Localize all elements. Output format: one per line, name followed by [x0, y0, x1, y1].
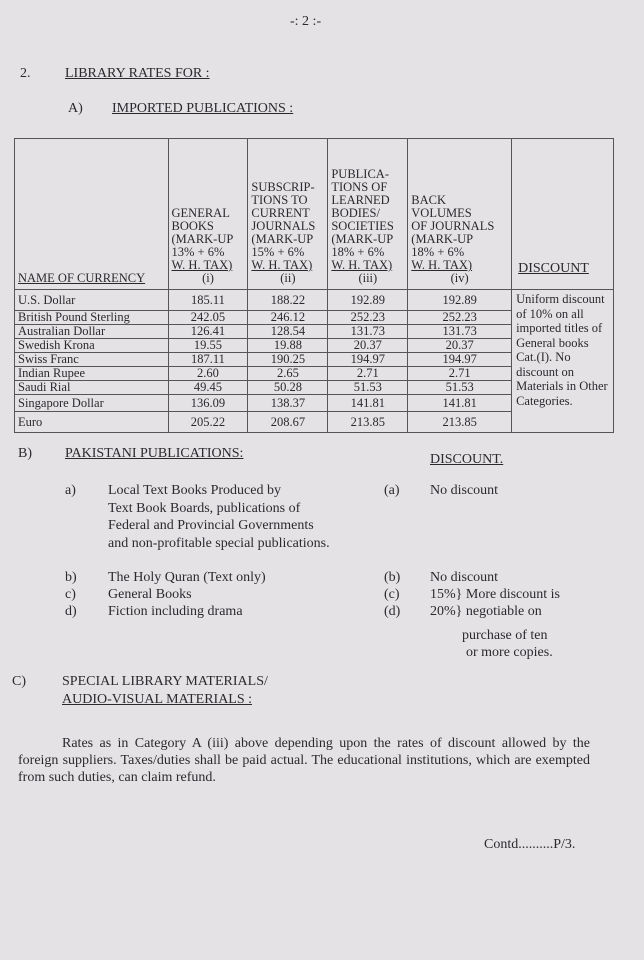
item-text: The Holy Quran (Text only): [108, 570, 266, 585]
part-b-label: B): [18, 446, 32, 461]
item-text: Federal and Provincial Governments: [108, 518, 314, 533]
header-line: BACK: [411, 193, 447, 207]
header-line: (i): [202, 271, 214, 285]
currency-name: Euro: [15, 412, 169, 433]
table-row: [15, 290, 614, 311]
rate-cell: 2.60: [168, 367, 248, 381]
discount-label: (d): [384, 604, 401, 619]
currency-name: Singapore Dollar: [15, 395, 169, 412]
header-line: TIONS TO: [251, 193, 308, 207]
header-learned-bodies: [328, 139, 408, 290]
header-line: (MARK-UP: [331, 232, 394, 246]
rate-cell: 131.73: [328, 325, 408, 339]
currency-name: Australian Dollar: [15, 325, 169, 339]
header-line: (MARK-UP: [251, 232, 314, 246]
rate-cell: 131.73: [408, 325, 512, 339]
currency-name: Swiss Franc: [15, 353, 169, 367]
header-line: TIONS OF: [331, 180, 388, 194]
item-text: Fiction including drama: [108, 604, 243, 619]
rate-cell: 194.97: [328, 353, 408, 367]
header-line: BOOKS: [171, 219, 214, 233]
part-c-paragraph: Rates as in Category A (iii) above depending upon the rates of discount allowed by the foreign suppliers. Taxes/duties shall be paid actual. The educational institutions, which are exempted from such duties, can claim refund.: [18, 736, 590, 785]
item-text: Local Text Books Produced by: [108, 483, 281, 498]
header-line: BODIES/: [331, 206, 380, 220]
rates-table: [14, 138, 614, 433]
header-line: 15% + 6%: [251, 245, 305, 259]
section-number: 2.: [20, 66, 31, 81]
rate-cell: 192.89: [328, 290, 408, 311]
rate-cell: 252.23: [408, 311, 512, 325]
currency-name: Indian Rupee: [15, 367, 169, 381]
rate-cell: 126.41: [168, 325, 248, 339]
rate-cell: 190.25: [248, 353, 328, 367]
part-b-title: PAKISTANI PUBLICATIONS:: [65, 446, 244, 461]
header-line: CURRENT: [251, 206, 310, 220]
rate-cell: 51.53: [328, 381, 408, 395]
header-line: (iv): [450, 271, 469, 285]
header-line: VOLUMES: [411, 206, 472, 220]
item-discount: No discount: [430, 483, 499, 498]
discount-label: (a): [384, 483, 400, 498]
rate-cell: 2.65: [248, 367, 328, 381]
item-discount: 20%} negotiable on: [430, 604, 542, 619]
header-line: (MARK-UP: [171, 232, 234, 246]
header-line: (iii): [358, 271, 378, 285]
header-currency: NAME OF CURRENCY: [15, 139, 169, 290]
rate-cell: 213.85: [408, 412, 512, 433]
rate-cell: 185.11: [168, 290, 248, 311]
rate-cell: 19.88: [248, 339, 328, 353]
discount-label: (b): [384, 570, 401, 585]
rate-cell: 51.53: [408, 381, 512, 395]
item-text: General Books: [108, 587, 192, 602]
rate-cell: 128.54: [248, 325, 328, 339]
header-line: OF JOURNALS: [411, 219, 495, 233]
rate-cell: 205.22: [168, 412, 248, 433]
rate-cell: 50.28: [248, 381, 328, 395]
currency-name: U.S. Dollar: [15, 290, 169, 311]
header-discount: DISCOUNT: [512, 139, 614, 290]
rate-cell: 188.22: [248, 290, 328, 311]
item-discount: 15%} More discount is: [430, 587, 560, 602]
rate-cell: 213.85: [328, 412, 408, 433]
item-discount: No discount: [430, 570, 499, 585]
header-line: SOCIETIES: [331, 219, 394, 233]
currency-name: Swedish Krona: [15, 339, 169, 353]
item-label: a): [65, 483, 76, 498]
discount-cell: Uniform discount of 10% on all imported titles of General books Cat.(I). No discount on Materials in Other Categories.: [512, 290, 614, 433]
header-line: PUBLICA-: [331, 167, 390, 181]
header-line: LEARNED: [331, 193, 390, 207]
rate-cell: 187.11: [168, 353, 248, 367]
header-line: (MARK-UP: [411, 232, 474, 246]
rate-cell: 2.71: [408, 367, 512, 381]
item-text: and non-profitable special publications.: [108, 535, 330, 551]
discount-continuation: or more copies.: [466, 645, 553, 660]
table-header-row: [15, 139, 614, 290]
rate-cell: 141.81: [408, 395, 512, 412]
rate-cell: 49.45: [168, 381, 248, 395]
header-line: W. H. TAX): [171, 258, 233, 272]
header-back-volumes: [408, 139, 512, 290]
header-line: W. H. TAX): [331, 258, 393, 272]
part-a-title: IMPORTED PUBLICATIONS :: [112, 101, 294, 116]
rate-cell: 2.71: [328, 367, 408, 381]
discount-continuation: purchase of ten: [462, 628, 548, 643]
header-line: SUBSCRIP-: [251, 180, 315, 194]
header-line: (ii): [280, 271, 296, 285]
part-c-subtitle: AUDIO-VISUAL MATERIALS :: [62, 692, 253, 707]
rate-cell: 138.37: [248, 395, 328, 412]
part-c-title: SPECIAL LIBRARY MATERIALS/: [62, 674, 268, 689]
item-label: c): [65, 587, 76, 602]
rate-cell: 19.55: [168, 339, 248, 353]
header-line: 18% + 6%: [411, 245, 465, 259]
rate-cell: 20.37: [328, 339, 408, 353]
rate-cell: 194.97: [408, 353, 512, 367]
part-a-label: A): [68, 101, 83, 116]
header-line: JOURNALS: [251, 219, 316, 233]
header-line: W. H. TAX): [411, 258, 473, 272]
header-line: GENERAL: [171, 206, 230, 220]
discount-label: (c): [384, 587, 400, 602]
rate-cell: 242.05: [168, 311, 248, 325]
rate-cell: 192.89: [408, 290, 512, 311]
rate-cell: 246.12: [248, 311, 328, 325]
header-subscriptions: [248, 139, 328, 290]
header-line: 18% + 6%: [331, 245, 385, 259]
item-label: d): [65, 604, 77, 619]
header-line: 13% + 6%: [171, 245, 225, 259]
continued-note: Contd..........P/3.: [484, 837, 576, 852]
currency-name: British Pound Sterling: [15, 311, 169, 325]
part-c-label: C): [12, 674, 26, 689]
item-label: b): [65, 570, 77, 585]
rate-cell: 252.23: [328, 311, 408, 325]
rate-cell: 208.67: [248, 412, 328, 433]
header-line: W. H. TAX): [251, 258, 313, 272]
discount-heading: DISCOUNT.: [430, 452, 504, 467]
rate-cell: 136.09: [168, 395, 248, 412]
header-general-books: [168, 139, 248, 290]
currency-name: Saudi Rial: [15, 381, 169, 395]
item-text: Text Book Boards, publications of: [108, 500, 301, 516]
page-number: -: 2 :-: [290, 14, 322, 29]
rate-cell: 141.81: [328, 395, 408, 412]
rate-cell: 20.37: [408, 339, 512, 353]
section-title: LIBRARY RATES FOR :: [65, 66, 210, 81]
